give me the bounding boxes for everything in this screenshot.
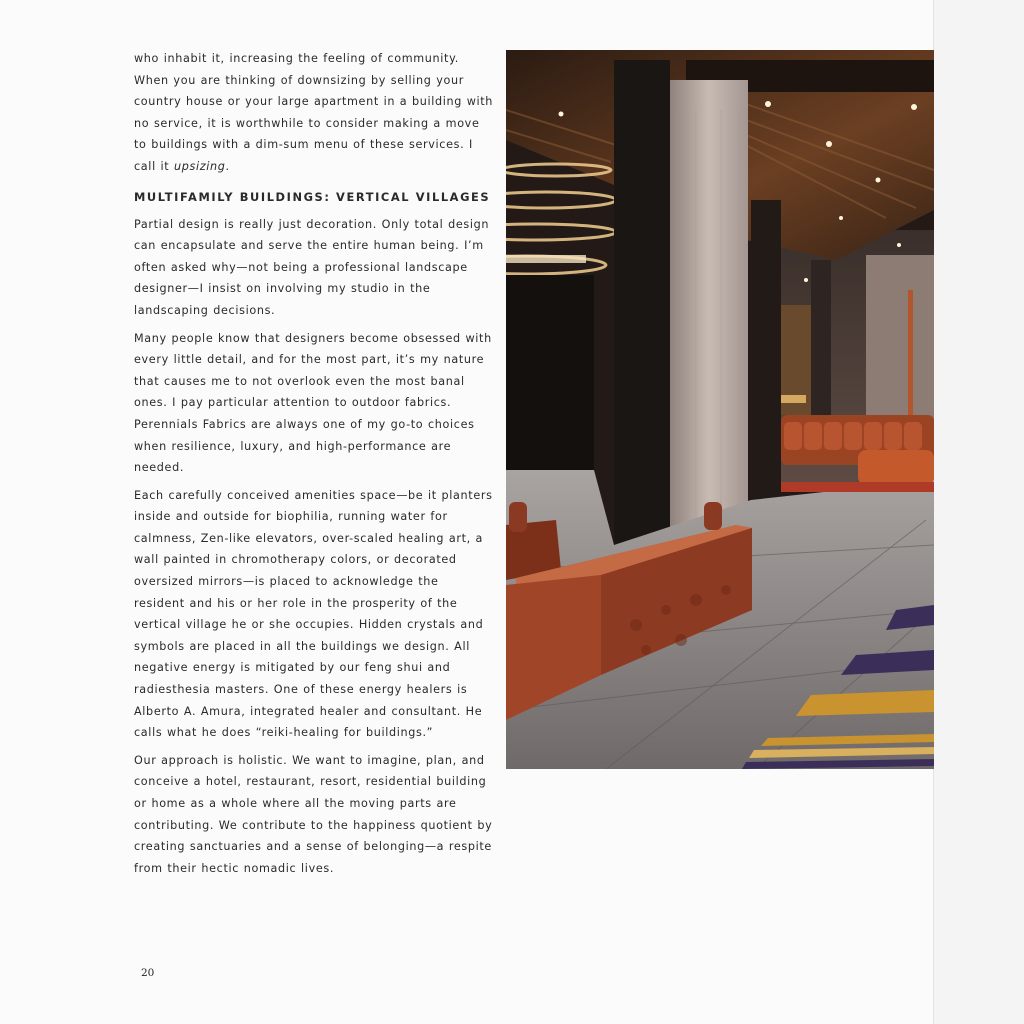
page-number: 20 [141,967,155,979]
lobby-photo [506,50,934,769]
section-heading: MULTIFAMILY BUILDINGS: VERTICAL VILLAGES [134,189,491,204]
article-text-column [134,48,494,885]
intro-text-end: . [225,159,230,173]
intro-text: who inhabit it, increasing the feeling of community. When you are thinking of downsizing by selling your country house or your large apartment in a building with no service, it is worthwhile to consider making a move to buildings with a dim-sum menu of these services. I call it [134,52,494,173]
lobby-illustration [506,50,934,769]
paragraph-details: Many people know that designers become obsessed with every little detail, and for the most part, it’s my nature that causes me to not overlook even the most banal ones. I pay particular attention to outdoor fabrics. Perennials Fabrics are always one of my go-to choices when resilience, luxury, and high-performance are needed. [134,331,492,475]
intro-emphasis: upsizing [174,159,226,173]
paragraph-partial-design: Partial design is really just decoration. Only total design can encapsulate and serve the entire human being. I’m often asked why—not being a professional landscape designer—I insist on involving my studio in the landscaping decisions. [134,217,490,317]
paragraph-amenities: Each carefully conceived amenities space—be it planters inside and outside for biophilia, running water for calmness, Zen-like elevators, over-scaled healing art, a wall painted in chromotherapy colors, or decorated oversized mirrors—is placed to acknowledge the resident and his or her role in the prosperity of the vertical village he or she occupies. Hidden crystals and symbols are placed in all the buildings we design. All negative energy is mitigated by our feng shui and radiesthesia masters. One of these energy healers is Alberto A. Amura, integrated healer and consultant. He calls what he does “reiki-healing for buildings.” [134,488,493,740]
intro-paragraph [134,48,494,178]
facing-page-edge [933,0,1024,1024]
paragraph-holistic: Our approach is holistic. We want to imagine, plan, and conceive a hotel, restaurant, resort, residential building or home as a whole where all the moving parts are contributing. We contribute to the happiness quotient by creating sanctuaries and a sense of belonging—a respite from their hectic nomadic lives. [134,753,493,875]
